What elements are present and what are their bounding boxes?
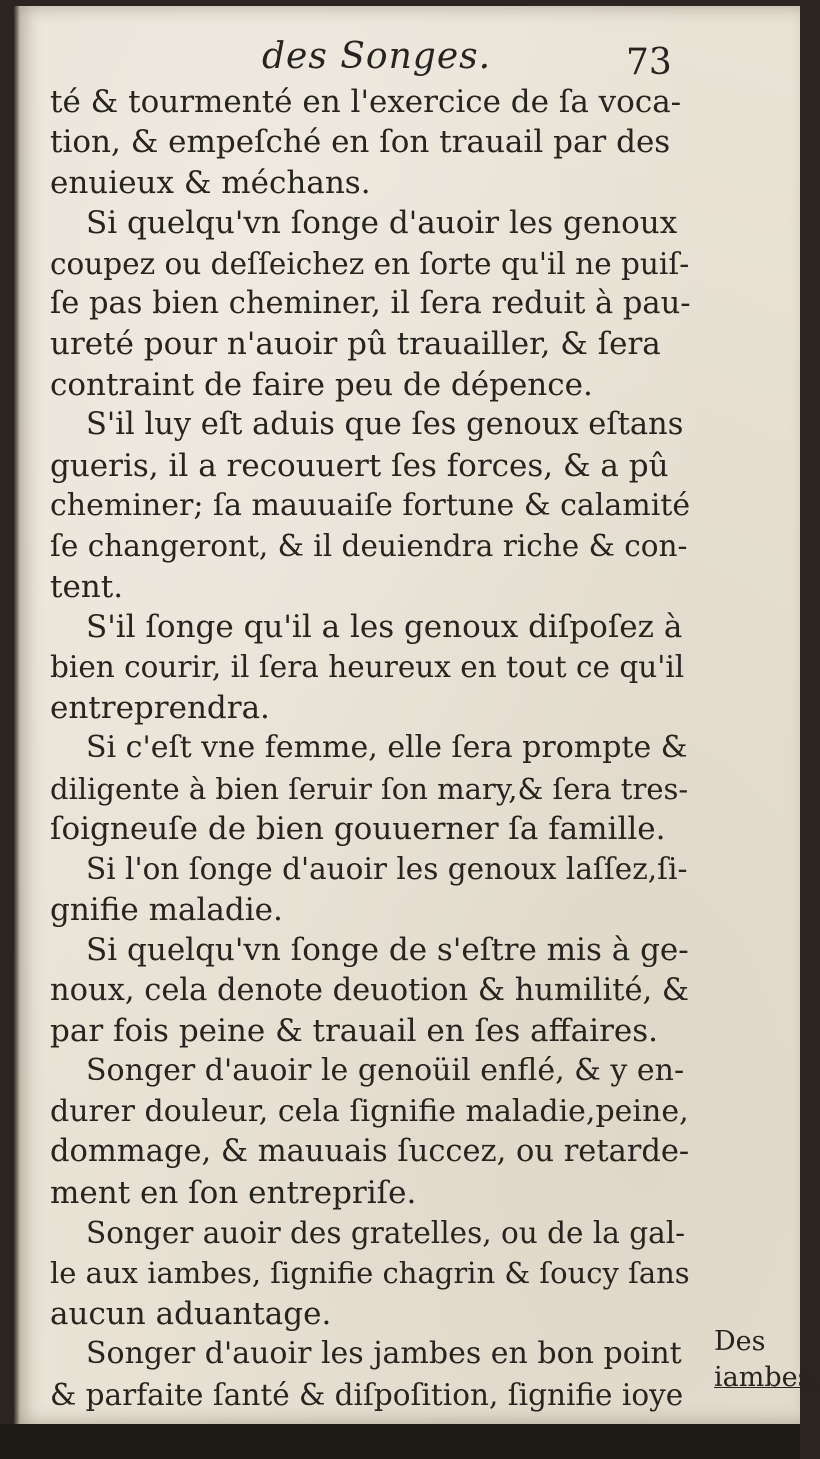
text-line: Si quelqu'vn ſonge d'auoir les genoux <box>86 205 678 242</box>
text-line: S'il ſonge qu'il a les genoux diſpoſez à <box>86 609 683 646</box>
text-line: contraint de faire peu de dépence. <box>50 366 593 403</box>
text-line: Songer auoir des gratelles, ou de la gal- <box>86 1215 686 1250</box>
text-line: diligente à bien ſeruir ſon mary,& ſera tres- <box>50 771 689 806</box>
text-line: ſoigneuſe de bien gouuerner ſa famille. <box>50 811 666 848</box>
margin-note <box>714 1324 820 1396</box>
text-line: Si c'eſt vne femme, elle ſera prompte & <box>86 730 688 766</box>
margin-note-word: iambes. <box>714 1362 820 1393</box>
text-line: gueris, il a recouuert ſes forces, & a pû <box>50 447 669 484</box>
page-binding-shadow <box>14 6 20 1424</box>
text-line: coupez ou deſſeichez en ſorte qu'il ne puiſ- <box>50 246 690 281</box>
text-line: Songer d'auoir les jambes en bon point <box>86 1336 682 1372</box>
text-line: cheminer; ſa mauuaiſe fortune & calamité <box>50 487 691 523</box>
text-line: dommage, & mauuais ſuccez, ou retarde- <box>50 1134 690 1170</box>
text-line: ureté pour n'auoir pû trauailler, & ſera <box>50 326 661 363</box>
text-line: té & tourmenté en l'exercice de ſa voca- <box>50 84 682 120</box>
text-line: ſe pas bien cheminer, il ſera reduit à pau- <box>50 285 691 321</box>
text-line: aucun aduantage. <box>50 1295 332 1332</box>
page-header <box>14 28 800 88</box>
page-number: 73 <box>626 42 672 83</box>
text-line: ment en ſon entrepriſe. <box>50 1174 417 1211</box>
text-line: tent. <box>50 568 124 605</box>
text-line: & parfaite ſanté & diſpoſition, ſignifie ioye <box>50 1377 684 1412</box>
text-line: par fois peine & trauail en ſes affaires. <box>50 1012 658 1049</box>
text-line: entreprendra. <box>50 689 270 726</box>
text-line: Songer d'auoir le genoüil enflé, & y en- <box>86 1053 685 1089</box>
text-line: ſe changeront, & il deuiendra riche & con- <box>50 529 688 564</box>
scan-background <box>0 1424 800 1459</box>
text-line: bien courir, il ſera heureux en tout ce qu'il <box>50 650 685 685</box>
text-line: gnifie maladie. <box>50 891 283 928</box>
text-line: tion, & empeſché en ſon trauail par des <box>50 124 671 161</box>
running-title: des Songes. <box>262 36 492 77</box>
text-line: noux, cela denote deuotion & humilité, & <box>50 972 690 1008</box>
text-line: Si l'on ſonge d'auoir les genoux laſſez,ſi- <box>86 852 688 887</box>
text-line: le aux iambes, ſignifie chagrin & ſoucy ſans <box>50 1256 690 1291</box>
book-page <box>14 6 820 1424</box>
text-line: Si quelqu'vn ſonge de s'eſtre mis à ge- <box>86 932 689 969</box>
text-line: enuieux & méchans. <box>50 164 371 201</box>
margin-note-word: Des <box>714 1326 766 1357</box>
text-line: S'il luy eſt aduis que ſes genoux eſtans <box>86 407 684 443</box>
text-line: durer douleur, cela ſignifie maladie,peine, <box>50 1093 689 1129</box>
body-text <box>50 82 690 1415</box>
